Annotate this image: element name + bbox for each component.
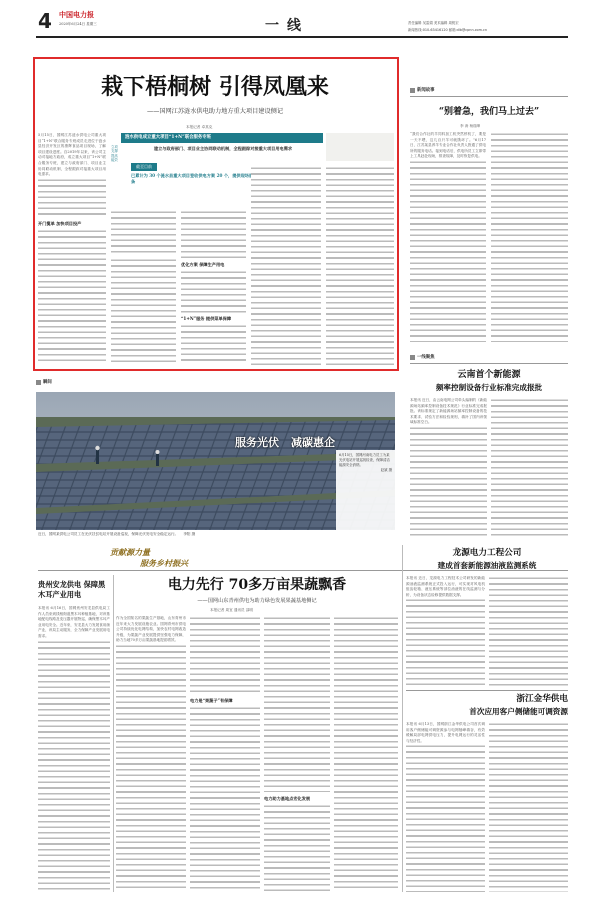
brief-headline-1: 云南首个新能源 bbox=[457, 370, 521, 380]
photo-side-credit: 赵斌 摄 bbox=[380, 468, 392, 472]
photo-overlay-1: 服务光伏 bbox=[235, 436, 279, 449]
lead-subhead: ——国网江苏涟水供电助力地方重大项目建设侧记 bbox=[146, 108, 284, 115]
photo-caption bbox=[38, 532, 394, 537]
photo-caption-text: 近日，国网某供电公司员工在光伏扶贫电站开展设备巡视，保障光伏发电安全稳定运行。 bbox=[38, 532, 179, 536]
center-bottom-headline: 电力先行 70多万亩果蔬飘香 bbox=[167, 577, 347, 593]
photo-side-caption: 6月15日，国网河南电力员工为某光伏电站开展巡视检查，保障清洁能源安全消纳。 bbox=[339, 453, 390, 467]
lead-body-col3c bbox=[181, 324, 246, 365]
news-story-col2 bbox=[491, 132, 568, 342]
news-story-col1: “我们合作社的羊饲料加工机突然停机了，要是一天不喂，这几百只羊可就饿坏了。”6月17日，江苏某县养羊专业合作社负责人拨通了供电所的服务电话。接到电话后，供电所员工立即带上工具赶赴现场，排查故障，及时恢复供电。 bbox=[410, 132, 486, 342]
center-bottom-col4 bbox=[334, 616, 398, 892]
focus-label: 一线聚焦 bbox=[417, 355, 435, 360]
solar-photo bbox=[36, 392, 395, 530]
lead-body-col2b bbox=[111, 258, 176, 365]
photo-section-label: 瞬间 bbox=[43, 380, 52, 385]
news-story-headline: “别着急，我们马上过去” bbox=[438, 107, 540, 117]
right-bottom-headline-2: 建成首套新能源油液监测系统 bbox=[437, 561, 537, 570]
news-story-rule bbox=[410, 96, 568, 97]
center-bottom-sub1: 电力是“果蔬子”有保障 bbox=[190, 698, 233, 703]
right-bottom-col2 bbox=[489, 576, 568, 688]
focus-rule bbox=[410, 363, 568, 364]
right-bottom-col1: 本报讯 近日，龙源电力工程技术公司研发的新能源油液监测系统正式投入运行，可实现对风电机组齿轮箱、液压系统等部位油液的在线监测与分析，为设备状态检修提供数据支撑。 bbox=[406, 576, 485, 688]
sidebar-left-text: 立项 支撑 提高 能效 bbox=[111, 145, 118, 163]
lead-subhead-2: 优化方案 保障生产用电 bbox=[181, 262, 225, 267]
news-story-label: 新闻故事 bbox=[417, 88, 435, 93]
brief-headline-2: 频率控制设备行业标准完成报批 bbox=[435, 383, 543, 392]
lead-body-col1b bbox=[38, 229, 106, 365]
center-bottom-byline: 本报记者 周宜 通讯员 邵明 bbox=[210, 608, 253, 612]
news-story-section bbox=[410, 86, 568, 96]
focus-section bbox=[410, 353, 568, 363]
kicker-1: 贡献源力量 bbox=[110, 547, 150, 557]
column-divider bbox=[402, 545, 403, 892]
column-divider bbox=[113, 575, 114, 892]
photo-credit: 李阳 摄 bbox=[183, 532, 196, 536]
sidebar-highlight-text: 已累计为 30 个涟水县重大项目签收供电方案 20 个，提供现场服务 680 人次，提出安全建议 40 条 bbox=[131, 173, 314, 184]
left-bottom-headline: 贵州安龙供电 保障黑木耳产业用电 bbox=[38, 580, 106, 599]
masthead-rule bbox=[36, 36, 568, 38]
center-bottom-subhead: ——国网山东青州供电为助力绿色发展果蔬基地侧记 bbox=[197, 598, 317, 604]
page-number: 4 bbox=[38, 9, 52, 33]
kicker-2: 服务乡村振兴 bbox=[140, 558, 188, 568]
center-bottom-col1: 作为全国知名的果蔬生产基地，山东青州市近年来大力发展设施农业。国网青州市供电公司持续优化电网结构，加快农村电网改造升级，为果蔬产业发展提供坚强电力保障，助力当地70多万亩果蔬基地提质增效。 bbox=[116, 616, 186, 892]
center-bottom-sub2: 电力助力基地点宏化发展 bbox=[264, 796, 311, 801]
paper-name: 中国电力报 bbox=[59, 10, 94, 19]
right-bottom-headline-4: 首次应用客户侧储能可调资源 bbox=[469, 707, 568, 716]
photo-side-panel bbox=[336, 450, 395, 530]
lead-body-col2 bbox=[111, 210, 176, 256]
lead-body-col4 bbox=[251, 166, 321, 365]
photo-overlay-2: 减碳惠企 bbox=[291, 436, 335, 449]
right-bottom-headline-3: 浙江金华供电 bbox=[516, 694, 568, 704]
sidebar-title: 涟水供电成立重大项目“1+N”联合服务专班 bbox=[121, 133, 323, 143]
center-bottom-col3b bbox=[264, 804, 330, 892]
lead-byline: 本报记者 卓其克 bbox=[186, 125, 213, 129]
section-square-icon bbox=[410, 88, 415, 93]
center-bottom-col2b bbox=[190, 706, 260, 892]
brief-col2 bbox=[491, 398, 568, 536]
masthead bbox=[0, 0, 600, 56]
brief-col1: 本报讯 近日，由云南电网公司牵头编制的《新能源场站频率控制设备技术规范》行业标准完成报批。该标准规定了新能源场站频率控制设备的技术要求、试验方法和检验规则，填补了国内该领域标准空白。 bbox=[410, 398, 487, 536]
sidebar-highlight-label: 截至目前 bbox=[131, 163, 157, 171]
photo-section bbox=[36, 378, 396, 388]
hotline: 新闻热线:010-63416120 邮箱:dlb@cpnn.com.cn bbox=[408, 28, 488, 32]
right-bottom-rule bbox=[406, 690, 568, 691]
lead-subhead-3: “1+N”服务 提供菜单保障 bbox=[181, 316, 232, 321]
lead-body-col1: 5月15日，国网江苏涟水供电公司重大项目“1+N”联合服务专班成员走进位于涟水县经济开发区的康辉食品项目现场，了解项目建设进度。自2019年以来，该公司主动对接地方政府，成立重大项目“1+N”联合服务专班，建立与政府部门、项目业主协同联动机制，全程跟踪对接重大项目用电需求。 bbox=[38, 133, 106, 219]
left-bottom-body: 本报讯 6月16日，国网贵州安龙县供电局工作人员来到钱相街道黑木耳种植基地，对该基地配电线路及变压器开展特巡，确保黑木耳产业用电安全。近年来，安龙县大力发展食用菌产业，该局主动服务，全力保障产业发展用电需求。 bbox=[38, 606, 110, 892]
sidebar-graphic bbox=[326, 133, 394, 161]
lead-headline: 栽下梧桐树 引得凤凰来 bbox=[101, 74, 329, 100]
lead-body-col3 bbox=[181, 210, 246, 258]
section-square-icon bbox=[36, 380, 41, 385]
lead-body-col5 bbox=[326, 166, 394, 365]
center-bottom-col2 bbox=[190, 616, 260, 696]
section-square-icon bbox=[410, 355, 415, 360]
sidebar-body: 建立与政府部门、项目业主协同联动机制，全程跟踪对接重大项目用电需求 bbox=[153, 146, 293, 151]
center-bottom-col3 bbox=[264, 616, 330, 792]
right-bottom-col3: 本报讯 6月13日，国网浙江金华供电公司首次调用客户侧储能可调资源参与电网削峰填谷，有效缓解局部电网供电压力，提升电网运行的灵活性与经济性。 bbox=[406, 722, 485, 892]
section-name: 一线 bbox=[265, 18, 309, 34]
editor-line: 责任编辑 吴雷娟 美术编辑 周锐宏 bbox=[408, 21, 459, 25]
news-story-byline: 李 涛 杨瑞坤 bbox=[460, 124, 481, 128]
lead-subhead-1: 开门揽单 加快项目投产 bbox=[38, 221, 82, 226]
right-bottom-headline-1: 龙源电力工程公司 bbox=[452, 548, 522, 558]
date-line: 2020年6月24日 星期三 bbox=[59, 22, 97, 26]
right-bottom-col4 bbox=[489, 722, 568, 892]
lead-body-col3b bbox=[181, 270, 246, 314]
